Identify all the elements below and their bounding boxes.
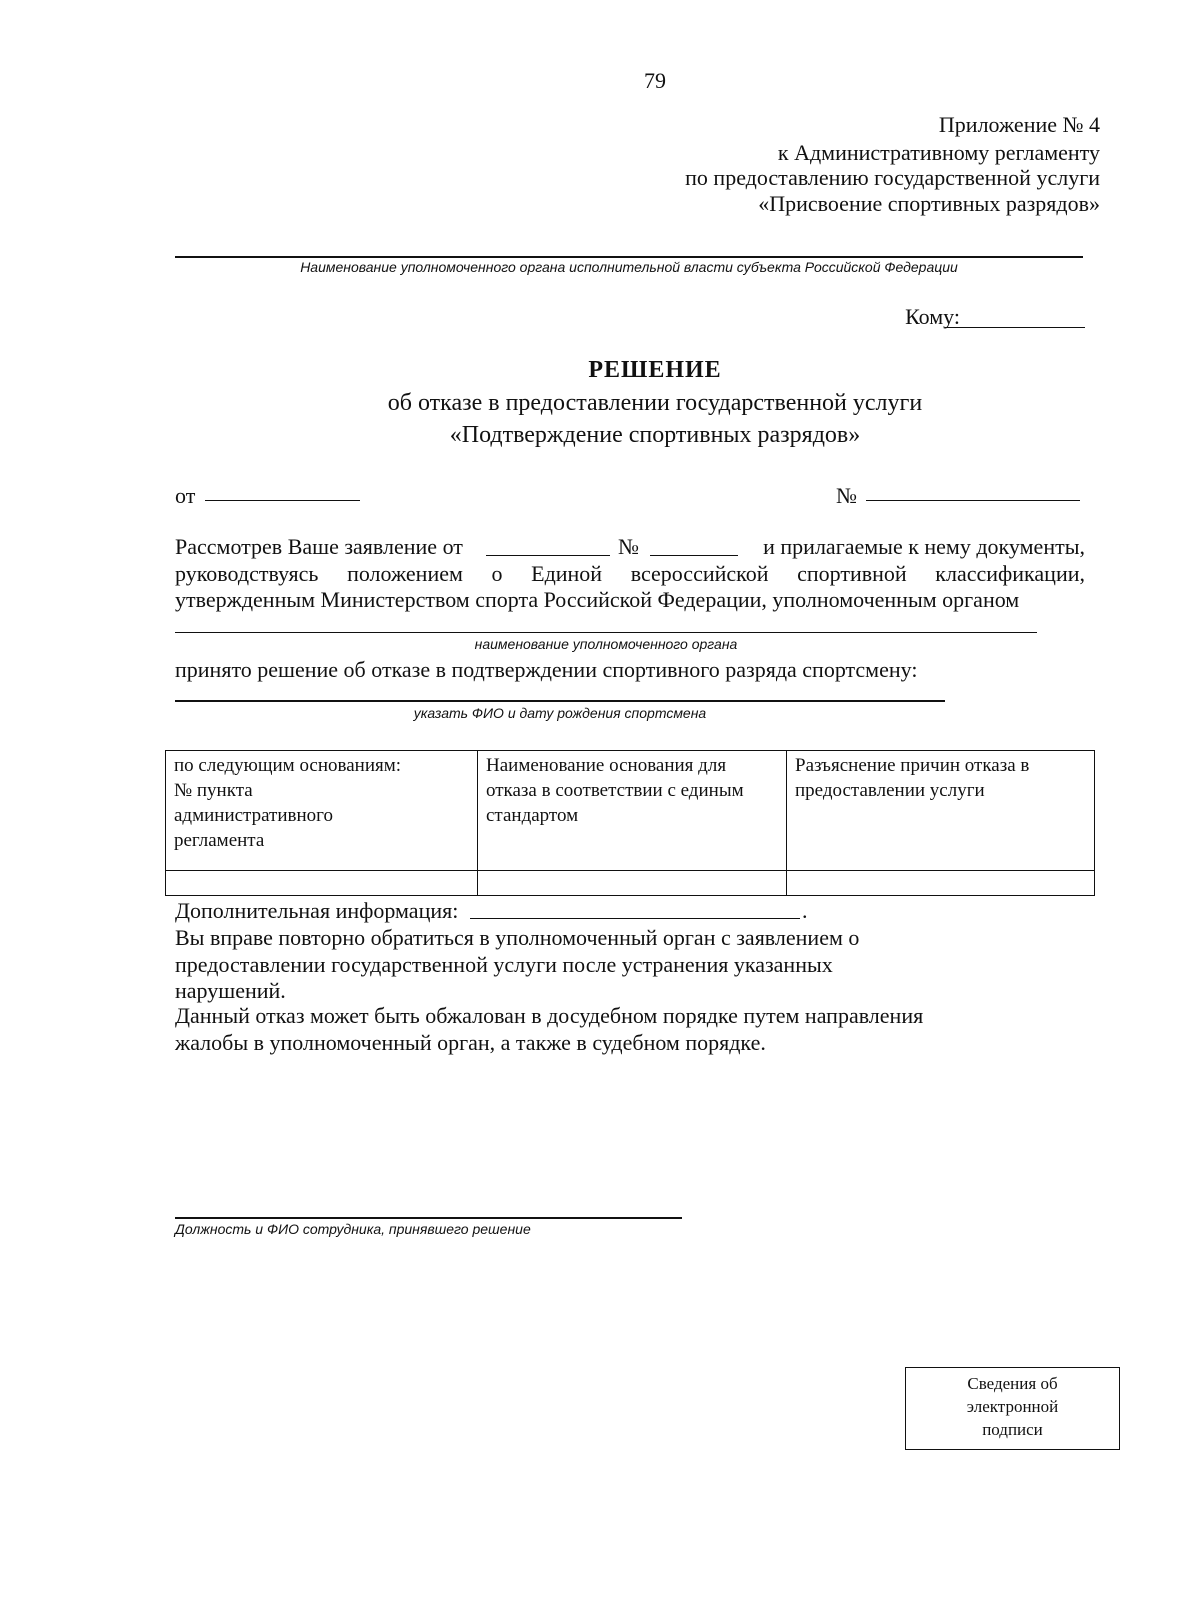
date-blank xyxy=(205,500,360,501)
appendix-line-4: «Присвоение спортивных разрядов» xyxy=(758,191,1100,216)
authority-caption: Наименование уполномоченного органа исполнительной власти субъекта Российской Федерации xyxy=(300,259,958,275)
grounds-cell-text: отказа в соответствии с единым xyxy=(486,780,744,801)
number-label: № xyxy=(836,483,857,508)
signer-caption: Должность и ФИО сотрудника, принявшего решение xyxy=(175,1221,531,1237)
paragraph-line-1-start: Рассмотрев Ваше заявление от xyxy=(175,534,463,559)
appendix-line-2: к Административному регламенту xyxy=(777,140,1100,165)
grounds-cell-explanation xyxy=(787,751,1095,871)
paragraph-line-1-num: № xyxy=(618,534,639,559)
recipient-label: Кому: xyxy=(905,304,960,329)
appeal-line-2: жалобы в уполномоченный орган, а также в судебном порядке. xyxy=(175,1030,766,1055)
date-label: от xyxy=(175,483,196,508)
document-subtitle-2: «Подтверждение спортивных разрядов» xyxy=(449,422,861,448)
reapply-line-1: Вы вправе повторно обратиться в уполномоченный орган с заявлением о xyxy=(175,925,860,950)
recipient-blank xyxy=(945,327,1085,328)
additional-info-end: . xyxy=(802,898,808,923)
athlete-name-line xyxy=(175,700,945,702)
table-cell xyxy=(787,871,1095,896)
table-cell xyxy=(478,871,787,896)
document-subtitle-1: об отказе в предоставлении государственной услуги xyxy=(387,390,923,416)
application-number-blank xyxy=(650,555,738,556)
appendix-line-3: по предоставлению государственной услуги xyxy=(685,165,1100,190)
additional-info-blank xyxy=(470,918,800,919)
table-row xyxy=(166,871,1095,896)
table-cell xyxy=(166,871,478,896)
page-number: 79 xyxy=(644,68,666,93)
reapply-line-3: нарушений. xyxy=(175,978,286,1003)
additional-info-label: Дополнительная информация: xyxy=(175,898,459,923)
grounds-cell-article xyxy=(166,751,478,871)
paragraph-line-1-end: и прилагаемые к нему документы, xyxy=(763,534,1085,559)
appendix-line-1: Приложение № 4 xyxy=(938,112,1100,137)
paragraph-line-3: утвержденным Министерством спорта Российской Федерации, уполномоченным органом xyxy=(175,587,1020,612)
signer-line xyxy=(175,1217,682,1219)
electronic-signature-box xyxy=(905,1367,1120,1450)
grounds-cell-text: по следующим основаниям: xyxy=(174,755,402,776)
grounds-cell-text: предоставлении услуги xyxy=(795,780,985,801)
grounds-cell-text: Наименование основания для xyxy=(486,755,727,776)
paragraph-line-2: руководствуясь положением о Единой всероссийской спортивной классификации, xyxy=(175,561,1085,586)
authority-name-line xyxy=(175,256,1083,258)
organ-caption: наименование уполномоченного органа xyxy=(474,636,738,652)
grounds-cell-text: административного xyxy=(174,805,333,826)
grounds-cell-text: Разъяснение причин отказа в xyxy=(795,755,1030,776)
organ-name-line xyxy=(175,632,1037,633)
signature-box-line: электронной xyxy=(966,1397,1059,1416)
grounds-cell-text: регламента xyxy=(174,830,265,851)
grounds-cell-text: № пункта xyxy=(174,780,253,801)
grounds-cell-text: стандартом xyxy=(486,805,579,826)
number-blank xyxy=(866,500,1080,501)
table-row xyxy=(166,751,1095,871)
appeal-line-1: Данный отказ может быть обжалован в досудебном порядке путем направления xyxy=(175,1003,924,1028)
application-date-blank xyxy=(486,555,610,556)
document-title: РЕШЕНИЕ xyxy=(588,357,722,383)
signature-box-line: Сведения об xyxy=(967,1374,1058,1393)
grounds-table xyxy=(165,750,1095,896)
decision-line: принято решение об отказе в подтверждении спортивного разряда спортсмену: xyxy=(175,657,918,682)
reapply-line-2: предоставлении государственной услуги после устранения указанных xyxy=(175,952,833,977)
grounds-cell-basis xyxy=(478,751,787,871)
signature-box-line: подписи xyxy=(982,1420,1043,1439)
athlete-caption: указать ФИО и дату рождения спортсмена xyxy=(413,705,707,721)
